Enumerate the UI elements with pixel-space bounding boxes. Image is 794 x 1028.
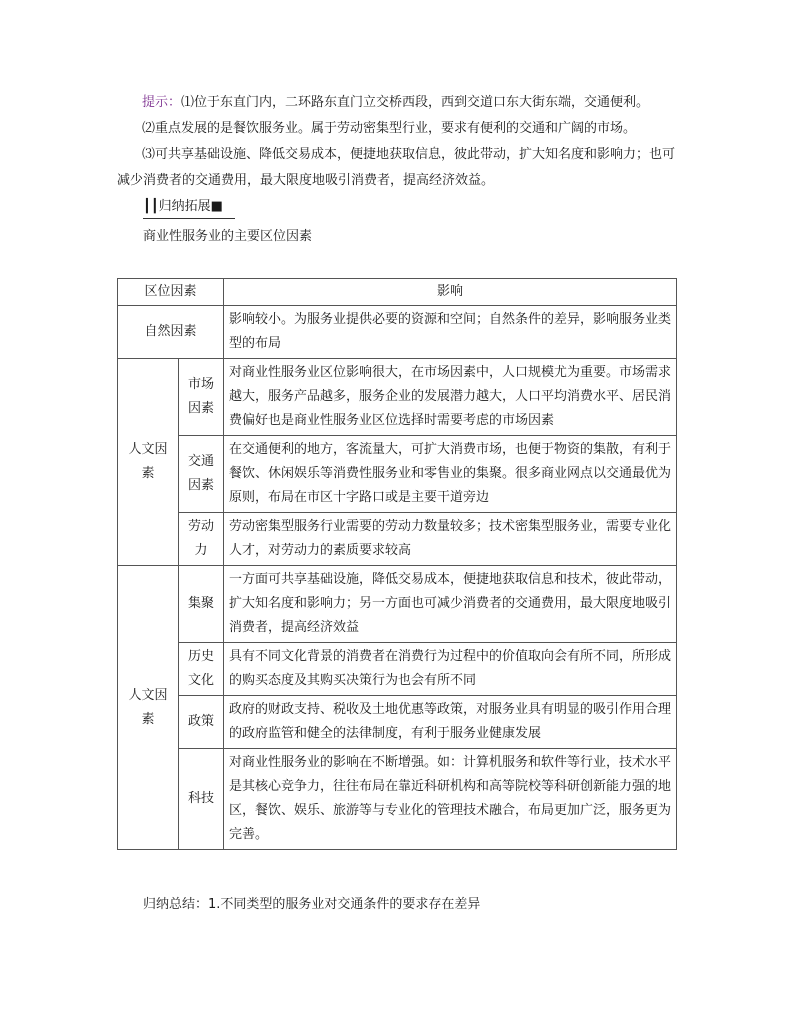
section-subheading: 商业性服务业的主要区位因素 xyxy=(143,229,313,244)
location-factors-table xyxy=(117,278,677,850)
header-factor: 区位因素 xyxy=(118,279,224,306)
factor-technology: 科技 xyxy=(179,749,224,850)
factor-market-text: 对商业性服务业区位影响很大，在市场因素中，人口规模尤为重要。市场需求越大，服务产品越多，服务企业的发展潜力越大，人口平均消费水平、居民消费偏好也是商业性服务业区位选择时需要考虑的市场因素 xyxy=(224,359,677,436)
hint-paragraph-3: ⑶可共享基础设施、降低交易成本，便捷地获取信息，彼此带动，扩大知名度和影响力；也可减少消费者的交通费用，最大限度地吸引消费者，提高经济效益。 xyxy=(117,147,676,188)
factor-labor-text: 劳动密集型服务行业需要的劳动力数量较多；技术密集型服务业，需要专业化人才，对劳动力的素质要求较高 xyxy=(224,513,677,566)
hint-line-1: ⑴位于东直门内，二环路东直门立交桥西段，西到交道口东大街东端，交通便利。 xyxy=(181,95,650,110)
factor-policy: 政策 xyxy=(179,696,224,749)
group-label-2: 人文因素 xyxy=(118,566,179,850)
header-impact: 影响 xyxy=(224,279,677,306)
summary-line: 归纳总结：1.不同类型的服务业对交通条件的要求存在差异 xyxy=(143,897,481,912)
factor-labor: 劳动力 xyxy=(179,513,224,566)
factor-agglomeration: 集聚 xyxy=(179,566,224,643)
natural-factor-label: 自然因素 xyxy=(118,306,224,359)
factor-culture: 历史文化 xyxy=(179,643,224,696)
factor-transport: 交通因素 xyxy=(179,436,224,513)
factor-market: 市场因素 xyxy=(179,359,224,436)
table-row xyxy=(118,749,677,850)
factor-policy-text: 政府的财政支持、税收及土地优惠等政策，对服务业具有明显的吸引作用合理的政府监管和健全的法律制度，有利于服务业健康发展 xyxy=(224,696,677,749)
table-row xyxy=(118,436,677,513)
hint-label: 提示： xyxy=(142,95,182,110)
table-row xyxy=(118,359,677,436)
group-label-1: 人文因素 xyxy=(118,359,179,566)
table-row xyxy=(118,696,677,749)
factor-agglomeration-text: 一方面可共享基础设施，降低交易成本，便捷地获取信息和技术，彼此带动，扩大知名度和影响力；另一方面也可减少消费者的交通费用，最大限度地吸引消费者，提高经济效益 xyxy=(224,566,677,643)
factor-transport-text: 在交通便利的地方，客流量大，可扩大消费市场，也便于物资的集散，有利于餐饮、休闲娱乐等消费性服务业和零售业的集聚。很多商业网点以交通最优为原则，布局在市区十字路口或是主要干道旁边 xyxy=(224,436,677,513)
factor-technology-text: 对商业性服务业的影响在不断增强。如：计算机服务和软件等行业，技术水平是其核心竞争力，往往布局在靠近科研机构和高等院校等科研创新能力强的地区，餐饮、娱乐、旅游等与专业化的管理技术融合，布局更加广泛，服务更为完善。 xyxy=(224,749,677,850)
factor-culture-text: 具有不同文化背景的消费者在消费行为过程中的价值取向会有所不同，所形成的购买态度及其购买决策行为也会有所不同 xyxy=(224,643,677,696)
table-row xyxy=(118,566,677,643)
table-header-row xyxy=(118,279,677,306)
natural-factor-text: 影响较小。为服务业提供必要的资源和空间；自然条件的差异，影响服务业类型的布局 xyxy=(224,306,677,359)
table-row xyxy=(118,306,677,359)
table-row xyxy=(118,643,677,696)
hint-paragraph-1 xyxy=(117,90,682,116)
table-row xyxy=(118,513,677,566)
heading-underline xyxy=(143,218,235,219)
hint-paragraph-2: ⑵重点发展的是餐饮服务业。属于劳动密集型行业，要求有便利的交通和广阔的市场。 xyxy=(142,121,637,136)
section-heading: ┃┃归纳拓展■ xyxy=(143,199,223,214)
